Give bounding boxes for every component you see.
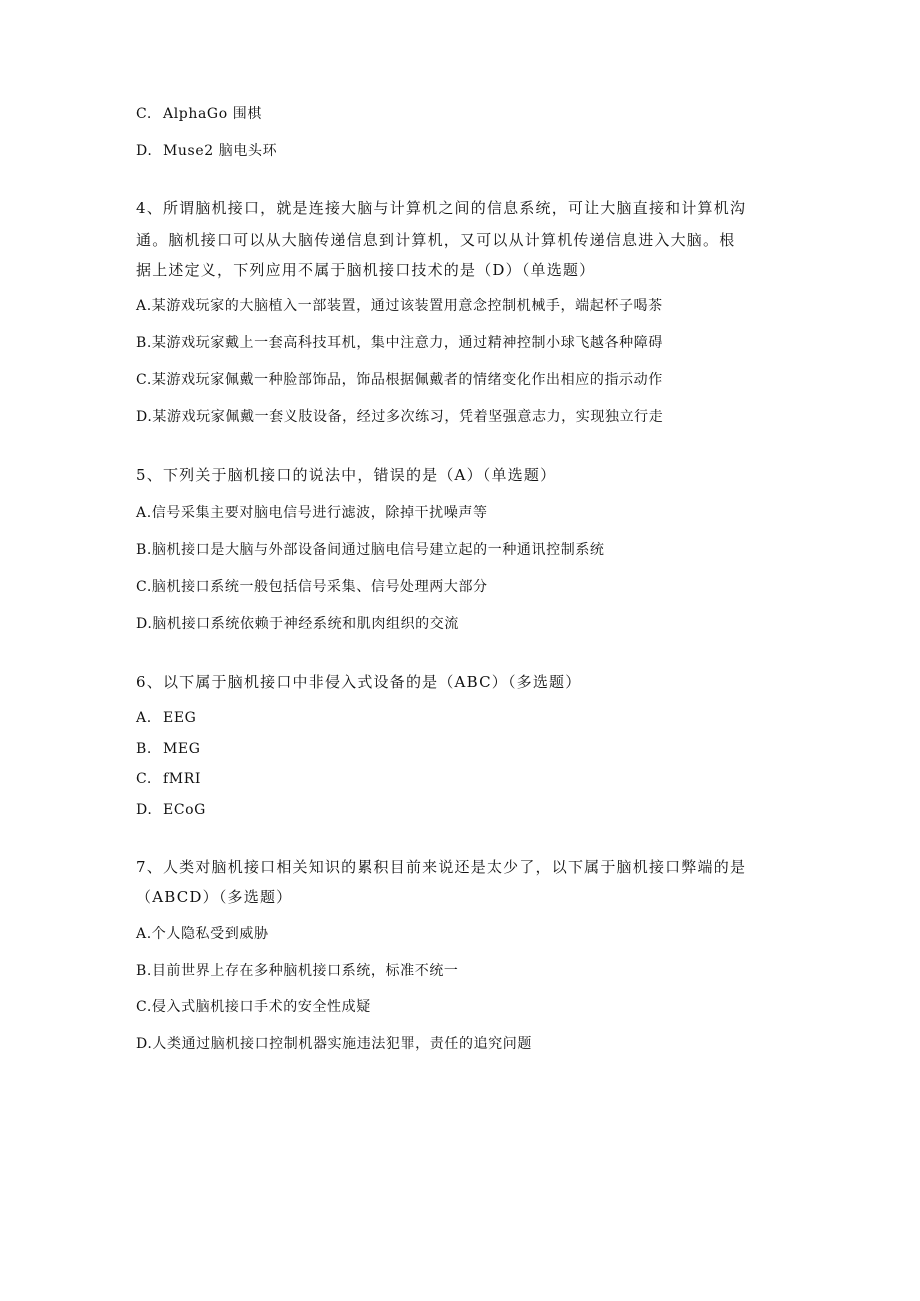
- q6-stem-line-1: 6、以下属于脑机接口中非侵入式设备的是（ABC）（多选题）: [136, 673, 582, 691]
- q6-option-b: [136, 739, 201, 759]
- q4-option-a: A.某游戏玩家的大脑植入一部装置，通过该装置用意念控制机械手，端起杯子喝茶: [136, 298, 663, 314]
- q4-option-d: D.某游戏玩家佩戴一套义肢设备，经过多次练习，凭着坚强意志力，实现独立行走: [136, 409, 664, 425]
- q4-stem-line-3: 据上述定义，下列应用不属于脑机接口技术的是（D）（单选题）: [136, 261, 596, 279]
- option-text: EEG: [163, 710, 197, 726]
- option-letter: C.: [136, 771, 152, 787]
- q7-option-a: A.个人隐私受到威胁: [136, 926, 269, 942]
- q6-option-d: [136, 800, 206, 820]
- prev-option-d: [136, 141, 277, 161]
- q7-stem-line-2: （ABCD）（多选题）: [136, 888, 293, 906]
- q6-option-c: [136, 769, 201, 789]
- option-text: ECoG: [163, 802, 206, 818]
- option-text: Muse2 脑电头环: [163, 143, 278, 159]
- q6-option-a: [136, 708, 196, 728]
- prev-option-c: [136, 104, 262, 124]
- option-letter: B.: [136, 741, 152, 757]
- q4-stem-line-2: 通。脑机接口可以从大脑传递信息到计算机，又可以从计算机传递信息进入大脑。根: [136, 231, 736, 249]
- q7-stem-line-1: 7、人类对脑机接口相关知识的累积目前来说还是太少了，以下属于脑机接口弊端的是: [136, 858, 747, 876]
- option-letter: D.: [136, 143, 153, 159]
- option-letter: A.: [136, 710, 152, 726]
- q4-stem-line-1: 4、所谓脑机接口，就是连接大脑与计算机之间的信息系统，可让大脑直接和计算机沟: [136, 199, 747, 217]
- option-text: AlphaGo 围棋: [163, 106, 262, 122]
- q7-option-d: D.人类通过脑机接口控制机器实施违法犯罪，责任的追究问题: [136, 1036, 532, 1052]
- option-letter: D.: [136, 802, 153, 818]
- q5-option-d: D.脑机接口系统依赖于神经系统和肌肉组织的交流: [136, 616, 459, 632]
- q5-option-c: C.脑机接口系统一般包括信号采集、信号处理两大部分: [136, 579, 488, 595]
- q4-option-b: B.某游戏玩家戴上一套高科技耳机，集中注意力，通过精神控制小球飞越各种障碍: [136, 335, 663, 351]
- q7-option-b: B.目前世界上存在多种脑机接口系统，标准不统一: [136, 963, 459, 979]
- q4-option-c: C.某游戏玩家佩戴一种脸部饰品，饰品根据佩戴者的情绪变化作出相应的指示动作: [136, 372, 663, 388]
- option-text: fMRI: [163, 771, 201, 787]
- q5-stem-line-1: 5、下列关于脑机接口的说法中，错误的是（A）（单选题）: [136, 466, 557, 484]
- q5-option-a: A.信号采集主要对脑电信号进行滤波，除掉干扰噪声等: [136, 505, 488, 521]
- q5-option-b: B.脑机接口是大脑与外部设备间通过脑电信号建立起的一种通讯控制系统: [136, 542, 605, 558]
- option-letter: C.: [136, 106, 152, 122]
- option-text: MEG: [163, 741, 201, 757]
- q7-option-c: C.侵入式脑机接口手术的安全性成疑: [136, 999, 371, 1015]
